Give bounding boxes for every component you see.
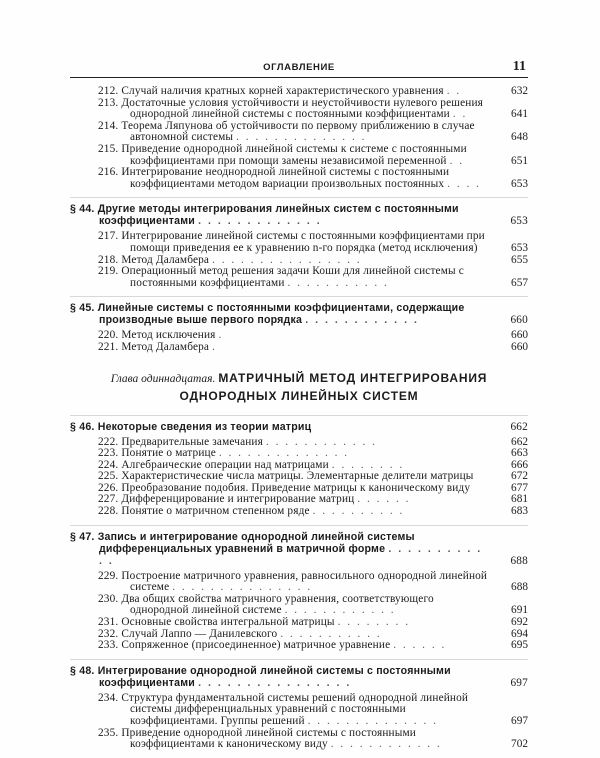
entry-page: 691: [511, 604, 528, 617]
entry-page: 672: [511, 470, 528, 483]
entry-title: Структура фундаментальной системы решений однородной линейной системы дифференциальных уравнений с постоянными коэффициентами. Группы решений: [121, 691, 469, 727]
entry-number: 235.: [98, 726, 119, 739]
entry-number: 222.: [98, 435, 119, 448]
header-rule: [70, 77, 528, 78]
entry-number: 214.: [98, 119, 119, 132]
entry-title: Характеристические числа матрицы. Элементарные делители матрицы: [121, 470, 474, 483]
section-page: 660: [510, 314, 528, 327]
toc-entry-220[interactable]: 220. Метод исключения . 660: [98, 329, 528, 342]
entry-number: 224.: [98, 458, 119, 471]
chapter-title-line2: ОДНОРОДНЫХ ЛИНЕЙНЫХ СИСТЕМ: [179, 388, 419, 403]
entry-number: 213.: [98, 96, 119, 109]
entry-title: Приведение однородной линейной системы с постоянными коэффициентами к каноническому виду: [121, 726, 416, 751]
entry-title: Случай наличия кратных корней характеристического уравнения: [121, 85, 444, 97]
entry-page: 702: [511, 738, 528, 751]
toc-section-47[interactable]: § 47. Запись и интегрирование однородной линейной системы дифференциальных уравнений в матричной форме . . . . . . . . . . . . 688: [70, 530, 528, 567]
toc-entry-228[interactable]: 228. Понятие о матричном степенном ряде . . . . . . . . . . 683: [98, 505, 528, 518]
entry-number: 231.: [98, 616, 119, 629]
section-divider: [70, 296, 528, 297]
toc-entry-214[interactable]: 214. Теорема Ляпунова об устойчивости по первому приближению в случае автономной системы . . . . . . . . . . . . . . 648: [98, 119, 528, 144]
toc-section-44[interactable]: § 44. Другие методы интегрирования линейных систем с постоянными коэффициентами . . . . . . . . . . . . . 653: [70, 203, 528, 228]
section-page: 662: [510, 420, 528, 433]
entry-number: 216.: [98, 166, 119, 179]
entry-page: 657: [511, 276, 528, 289]
entry-page: 651: [511, 154, 528, 167]
page-number: 11: [512, 59, 526, 74]
entry-number: 217.: [98, 230, 119, 243]
toc-entry-218[interactable]: 218. Метод Даламбера . . . . . . . . . . . . . . . . 655: [98, 253, 528, 266]
toc-entry-234[interactable]: 234. Структура фундаментальной системы решений однородной линейной системы дифференциальных уравнений с постоянными коэффициентами. Группы решений . . . . . . . . . . . . . . 697: [98, 691, 528, 727]
entry-title: Понятие о матрице: [121, 447, 216, 460]
entry-number: 227.: [98, 493, 119, 506]
entry-page: 694: [511, 627, 528, 640]
entry-number: 234.: [98, 691, 119, 704]
entry-title: Метод Даламбера: [121, 340, 210, 353]
section-page: 697: [510, 676, 528, 689]
section-label: § 45.: [70, 302, 95, 315]
entry-page: 677: [511, 481, 528, 494]
entry-title: Предварительные замечания: [121, 435, 263, 448]
entry-title: Приведение однородной линейной системы к системе с постоянными коэффициентами при помощи замены независимой переменной: [121, 142, 467, 167]
section-label: § 47.: [70, 530, 95, 543]
entry-title: Основные свойства интегральной матрицы: [121, 616, 335, 629]
toc-entry-219[interactable]: 219. Операционный метод решения задачи Коши для линейной системы с постоянными коэффициентами . . . . . . . . . . . 657: [98, 265, 528, 289]
toc-entry-232[interactable]: 232. Случай Лаппо — Данилевского . . . . . . . . . . . 694: [98, 627, 528, 640]
entry-number: 230.: [98, 592, 119, 605]
entry-number: 228.: [98, 505, 119, 518]
running-title: ОГЛАВЛЕНИЕ: [263, 62, 335, 73]
entry-title: Сопряженное (присоединенное) матричное уравнение: [121, 639, 391, 652]
toc-entry-224[interactable]: 224. Алгебраические операции над матрицами . . . . . . . . 666: [98, 458, 528, 471]
entry-number: 226.: [98, 481, 119, 494]
toc-entry-230[interactable]: 230. Два общих свойства матричного уравнения, соответствующего однородной линейной системе . . . . . . . . . . . . 691: [98, 592, 528, 617]
section-divider: [70, 197, 528, 198]
toc-entry-212[interactable]: 212. Случай наличия кратных корней характеристического уравнения . . 632: [98, 85, 528, 97]
entry-title: Достаточные условия устойчивости и неустойчивости нулевого решения однородной линейной системы с постоянными коэффициентами: [121, 96, 484, 121]
section-page: 653: [510, 215, 528, 228]
entry-page: 692: [511, 616, 528, 629]
entry-page: 653: [511, 241, 528, 254]
entry-title: Метод Даламбера: [121, 253, 210, 266]
entry-number: 229.: [98, 569, 119, 582]
toc-section-46[interactable]: [70, 421, 528, 433]
section-title: Другие методы интегрирования линейных систем с постоянными коэффициентами: [97, 203, 459, 228]
entry-title: Теорема Ляпунова об устойчивости по первому приближению в случае автономной системы: [121, 119, 475, 144]
chapter-heading[interactable]: [70, 370, 528, 405]
entry-number: 232.: [98, 627, 119, 640]
entry-number: 223.: [98, 447, 119, 460]
entry-title: Случай Лаппо — Данилевского: [121, 627, 278, 640]
running-head: [70, 60, 528, 76]
section-divider: [70, 659, 528, 660]
toc-section-48[interactable]: § 48. Интегрирование однородной линейной системы с постоянными коэффициентами . . . . . . . . . . . . . . . . 697: [70, 664, 528, 689]
entry-page: 632: [511, 85, 528, 97]
entry-number: 220.: [98, 329, 119, 342]
entry-title: Преобразование подобия. Приведение матрицы к каноническому виду: [121, 481, 471, 494]
entry-number: 219.: [98, 265, 119, 278]
entry-page: 660: [511, 329, 528, 342]
section-page: 688: [510, 554, 528, 567]
toc-entry-221[interactable]: 221. Метод Даламбера . 660: [98, 340, 528, 353]
section-title: Запись и интегрирование однородной линейной системы дифференциальных уравнений в матричной форме: [97, 530, 415, 555]
chapter-label: Глава одиннадцатая.: [110, 372, 216, 385]
entry-page: 653: [511, 177, 528, 190]
entry-number: 212.: [98, 85, 119, 97]
entry-page: 662: [511, 435, 528, 448]
entry-page: 681: [511, 493, 528, 506]
entry-page: 641: [511, 108, 528, 121]
entry-number: 215.: [98, 142, 119, 155]
entry-page: 683: [511, 505, 528, 518]
section-title: Интегрирование однородной линейной системы с постоянными коэффициентами: [97, 664, 451, 689]
section-divider: [70, 415, 528, 416]
entry-title: Два общих свойства матричного уравнения, соответствующего однородной линейной системе: [121, 592, 434, 617]
chapter-title-line1: МАТРИЧНЫЙ МЕТОД ИНТЕГРИРОВАНИЯ: [218, 370, 488, 385]
entry-title: Операционный метод решения задачи Коши для линейной системы с постоянными коэффициентами: [121, 265, 464, 289]
section-divider: [70, 525, 528, 526]
section-label: § 46.: [70, 420, 95, 433]
entry-title: Построение матричного уравнения, равносильного однородной линейной системе: [121, 569, 488, 594]
entry-page: 695: [511, 639, 528, 652]
toc-entry-235[interactable]: 235. Приведение однородной линейной системы с постоянными коэффициентами к каноническому виду . . . . . . . . . . . . 702: [98, 726, 528, 751]
entry-page: 655: [511, 253, 528, 266]
entry-number: 225.: [98, 470, 119, 483]
toc-entry-233[interactable]: 233. Сопряженное (присоединенное) матричное уравнение . . . . . . 695: [98, 639, 528, 652]
entry-title: Интегрирование линейной системы с постоянными коэффициентами при помощи приведения ее к уравнению n-го порядка (метод исключения): [121, 230, 485, 254]
toc-section-45[interactable]: § 45. Линейные системы с постоянными коэффициентами, содержащие производные выше первого порядка . . . . . . . . . . . . 660: [70, 302, 528, 327]
entry-number: 233.: [98, 639, 119, 652]
section-label: § 48.: [70, 664, 95, 677]
entry-page: 663: [511, 447, 528, 460]
entry-title: Алгебраические операции над матрицами: [121, 458, 329, 471]
entry-page: 660: [511, 340, 528, 353]
toc-entry-223[interactable]: 223. Понятие о матрице . . . . . . . . . . . . . . 663: [98, 447, 528, 460]
section-label: § 44.: [70, 203, 95, 216]
toc-entry-217[interactable]: [98, 231, 528, 254]
entry-page: 666: [511, 458, 528, 471]
toc-entry-222[interactable]: 222. Предварительные замечания . . . . . . . . . . . . 662: [98, 435, 528, 448]
entry-number: 221.: [98, 340, 119, 353]
toc-entry-231[interactable]: 231. Основные свойства интегральной матрицы . . . . . . . . 692: [98, 616, 528, 629]
entry-page: 648: [511, 131, 528, 144]
toc-entry-216[interactable]: 216. Интегрирование неоднородной линейной системы с постоянными коэффициентами методом вариации произвольных постоянных . . . . 653: [98, 166, 528, 190]
section-title: Линейные системы с постоянными коэффициентами, содержащие производные выше первого порядка: [97, 302, 465, 327]
entry-number: 218.: [98, 253, 119, 266]
entry-title: Понятие о матричном степенном ряде: [121, 505, 310, 518]
section-title: Некоторые сведения из теории матриц: [97, 420, 312, 433]
entry-page: 697: [511, 715, 528, 727]
entry-page: 688: [511, 581, 528, 594]
entry-title: Интегрирование неоднородной линейной системы с постоянными коэффициентами методом вариации произвольных постоянных: [121, 166, 450, 190]
table-of-contents: [70, 86, 528, 751]
toc-entry-213[interactable]: 213. Достаточные условия устойчивости и неустойчивости нулевого решения однородной линейной системы с постоянными коэффициентами . . 641: [98, 96, 528, 121]
toc-entry-227[interactable]: 227. Дифференцирование и интегрирование матриц . . . . . . 681: [98, 493, 528, 506]
toc-entry-229[interactable]: 229. Построение матричного уравнения, равносильного однородной линейной системе . . . . . . . . . . . . . . . 688: [98, 569, 528, 594]
toc-entry-215[interactable]: 215. Приведение однородной линейной системы к системе с постоянными коэффициентами при помощи замены независимой переменной . . 651: [98, 142, 528, 167]
entry-title: Метод исключения: [121, 329, 216, 342]
entry-title: Дифференцирование и интегрирование матриц: [121, 493, 355, 506]
